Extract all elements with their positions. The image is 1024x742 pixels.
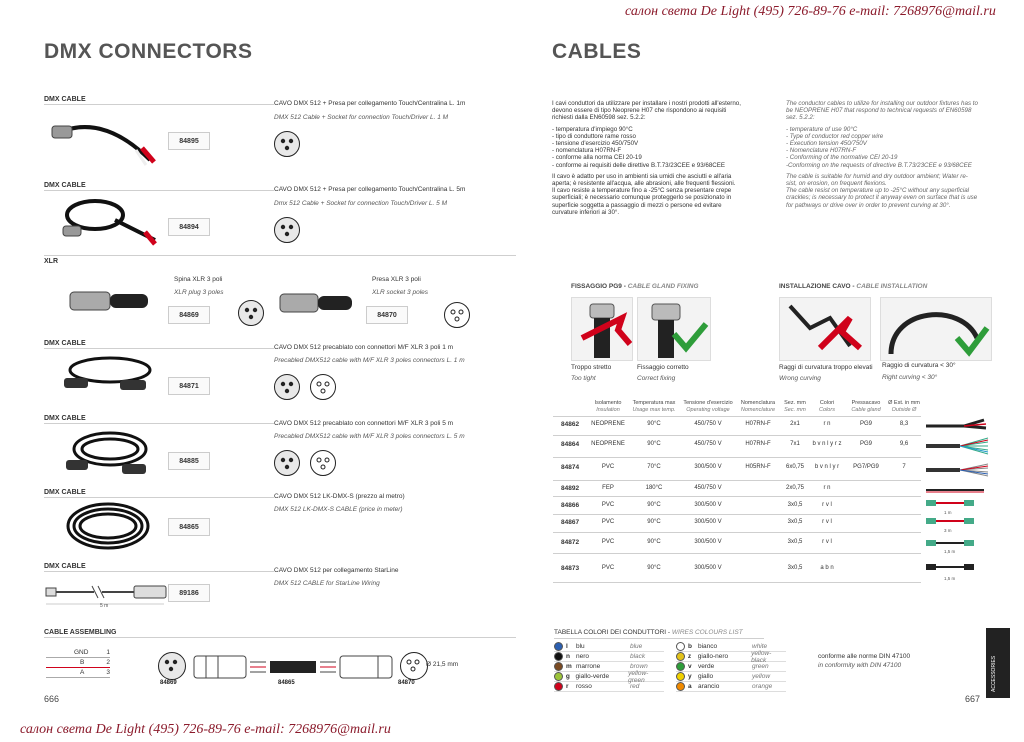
row-gland: PG7/PG9	[853, 464, 879, 470]
product-code: 84895	[168, 132, 210, 150]
row-colors: r n	[823, 421, 831, 427]
pin-number: 2	[106, 659, 110, 666]
wire-colours-list-left	[554, 642, 664, 692]
colour-name-it: rosso	[576, 683, 592, 690]
table-header-gland	[846, 400, 886, 413]
dmx-cable-1m-image	[50, 110, 165, 170]
pin-number: 1	[106, 649, 110, 656]
colour-code: g	[565, 673, 570, 680]
section-title-cable-assembling: CABLE ASSEMBLING	[44, 629, 117, 636]
side-tab-label: ACCESSORIES	[991, 655, 997, 692]
row-code: 84867	[561, 519, 580, 526]
pin-name: B	[80, 659, 85, 666]
table-header-temp	[630, 400, 678, 413]
xlr-socket-name: Presa XLR 3 poli	[372, 276, 421, 283]
colour-name-it: verde	[698, 663, 715, 670]
table-header-voltage	[682, 400, 734, 413]
product-code: 84869	[168, 306, 210, 324]
gland-fixing-title-it: FISSAGGIO PG9	[571, 283, 622, 290]
table-row	[0, 539, 1024, 551]
header-it: Ø Est. in mm	[888, 400, 920, 406]
page-title-right: CABLES	[552, 40, 642, 63]
cable-length-label: 1,5 m	[944, 576, 956, 581]
colour-swatch-icon	[676, 652, 685, 661]
product-description-en: DMX 512 CABLE for StarLine Wiring	[274, 580, 380, 587]
wire-colour-row	[554, 669, 664, 684]
gland-fixing-title-en: CABLE GLAND FIXING	[627, 283, 699, 290]
divider	[44, 637, 516, 638]
product-description: CAVO DMX 512 precablato con connettori M/F XLR 3 poli 5 m	[274, 420, 454, 427]
wire-colours-title: TABELLA COLORI DEI CONDUTTORI - WIRES COLOURS LIST	[554, 629, 743, 636]
row-section: 2x1	[790, 421, 800, 427]
row-insulation: NEOPRENE	[591, 441, 625, 447]
plug-pin-diagram-icon	[158, 652, 186, 680]
gland-fixing-title: FISSAGGIO PG9 - CABLE GLAND FIXING	[571, 283, 699, 290]
product-description: CAVO DMX 512 + Presa per collegamento Touch/Centralina L. 5m	[274, 186, 466, 193]
gland-right-label: Fissaggio corretto	[637, 364, 689, 371]
divider	[553, 553, 921, 554]
row-colors: r v l	[822, 502, 832, 508]
product-description-en: Precabled DMX512 cable with M/F XLR 3 poles connectors L. 1 m	[274, 357, 465, 364]
cables-text-en	[786, 100, 978, 209]
row-voltage: 300/500 V	[694, 539, 722, 545]
row-temp: 90°C	[647, 565, 661, 571]
section-title-dmx-cable-4: DMX CABLE	[44, 415, 86, 422]
xlr-socket-image	[276, 290, 356, 316]
row-section: 3x0,5	[787, 565, 803, 571]
header-it: Temperatura max	[632, 400, 676, 406]
cables-intro-en: The conductor cables to utilize for installing our outdoor fixtures has to be NEOPRENE H07 that respond to technical requests of EN60598 sez. 5.2.2:	[786, 100, 978, 122]
table-row	[0, 421, 1024, 433]
gland-right-label-en: Correct fixing	[637, 375, 676, 382]
wire-colour-row	[554, 682, 664, 692]
row-colors: r v l	[822, 519, 832, 525]
pin-name: A	[80, 669, 85, 676]
header-en: Usage max temp.	[632, 406, 676, 413]
header-en: Colors	[819, 406, 835, 413]
colour-name-it: giallo-nero	[697, 653, 729, 660]
wire-colour-row	[676, 672, 786, 682]
product-description: CAVO DMX 512 precablato con connettori M/F XLR 3 poli 1 m	[274, 344, 454, 351]
section-title-dmx-cable-6: DMX CABLE	[44, 563, 86, 570]
row-temp: 90°C	[647, 441, 661, 447]
colour-code: y	[688, 673, 692, 680]
colour-swatch-icon	[676, 672, 685, 681]
wire-colour-row	[676, 649, 786, 664]
colour-name-en: yellow-black	[751, 649, 772, 664]
row-code: 84874	[561, 464, 580, 471]
install-right-label: Raggio di curvatura < 30°	[882, 362, 956, 369]
product-description: CAVO DMX 512 per collegamento StarLine	[274, 567, 399, 574]
cable-length-label: 1 m	[944, 510, 952, 515]
section-title-dmx-cable-3: DMX CABLE	[44, 340, 86, 347]
wire-colours-title-en: WIRES COLOURS LIST	[671, 629, 743, 636]
row-code: 84873	[561, 565, 580, 572]
row-insulation: PVC	[601, 464, 615, 470]
colour-name-en: black	[630, 653, 646, 660]
product-code: 84885	[168, 452, 210, 470]
colour-swatch-icon	[554, 672, 563, 681]
cable-installation-title-it: INSTALLAZIONE CAVO	[779, 283, 851, 290]
header-en: Outside Ø	[891, 406, 917, 413]
colour-swatch-icon	[676, 662, 685, 671]
divider	[553, 514, 921, 515]
row-colors: b v n l y r	[814, 464, 840, 470]
wrong-curving-image	[779, 297, 871, 361]
pinout-row	[46, 668, 110, 678]
colour-code: m	[566, 663, 572, 670]
product-description: CAVO DMX 512 + Presa per collegamento Touch/Centralina L. 1m	[274, 100, 466, 107]
xlr-plug-image	[66, 288, 156, 314]
colour-code: z	[687, 653, 692, 660]
din-norm-label: conforme alle norme DIN 47100	[818, 653, 911, 660]
table-row	[0, 519, 1024, 531]
section-title-dmx-cable-5: DMX CABLE	[44, 489, 86, 496]
page-title-left: DMX CONNECTORS	[44, 40, 253, 63]
product-description: CAVO DMX 512 LK-DMX-S (prezzo al metro)	[274, 493, 405, 500]
row-section: 6x0,75	[785, 464, 804, 470]
cables-text-it	[552, 100, 744, 216]
header-en: Nomenclature	[740, 406, 776, 413]
pin-number: 3	[106, 669, 110, 676]
colour-code: v	[688, 663, 692, 670]
cable-thumbnails	[924, 416, 992, 586]
table-header-section	[780, 400, 810, 413]
row-code: 84864	[561, 441, 580, 448]
pinout-row	[46, 648, 110, 658]
header-it: Sez. mm	[784, 400, 806, 406]
table-header-insulation	[588, 400, 628, 413]
row-temp: 90°C	[647, 519, 661, 525]
colour-code: l	[566, 643, 568, 650]
cable-installation-title: INSTALLAZIONE CAVO - CABLE INSTALLATION	[779, 283, 928, 290]
contact-banner-top: салон света De Light (495) 726-89-76 e-mail: 7268976@mail.ru	[625, 4, 996, 19]
row-section: 3x0,5	[787, 519, 803, 525]
cable-length-label: 5 m	[100, 603, 109, 609]
table-header-diameter	[884, 400, 924, 413]
colour-swatch-icon	[554, 682, 563, 691]
dmx-cable-xlr-1m-image	[60, 350, 160, 400]
header-it: Pressacavo	[851, 400, 881, 406]
pin-name: GND	[74, 649, 89, 656]
colour-name-en: orange	[752, 683, 773, 690]
row-section: 2x0,75	[785, 485, 804, 491]
product-description-en: DMX 512 Cable + Socket for connection Touch/Driver L. 1 M	[274, 114, 449, 121]
divider	[44, 255, 516, 256]
cable-length-label: 1,5 m	[944, 549, 956, 554]
row-code: 84862	[561, 421, 580, 428]
page-number-left: 666	[44, 694, 60, 704]
install-wrong-label: Raggi di curvatura troppo elevati	[779, 364, 873, 371]
row-voltage: 450/750 V	[694, 485, 722, 491]
cables-specs-en: - temperature of use 90°C - Type of conductor red copper wire - Execution tension 450/750V - Nomenclature H07RN-F - Conforming of the normative CEI 20-19 -Conforming on the requests of directive B.T.73/23CEE e 93/68CEE	[786, 125, 972, 169]
colour-name-en: blue	[630, 643, 643, 650]
plug-pin-diagram-icon	[238, 300, 264, 326]
colour-name-en: green	[752, 663, 769, 670]
row-voltage: 300/500 V	[694, 519, 722, 525]
wire-colours-title-it: TABELLA COLORI DEI CONDUTTORI	[554, 629, 667, 636]
wire-colour-row	[554, 652, 664, 662]
colour-name-it: marrone	[576, 663, 601, 670]
row-code: 84866	[561, 502, 580, 509]
colour-name-en: red	[630, 683, 640, 690]
connector-diameter: Ø 21,5 mm	[426, 661, 459, 668]
xlr-socket-name-en: XLR socket 3 poles	[372, 289, 429, 296]
row-nomenclature: H07RN-F	[745, 421, 771, 427]
colour-name-it: arancio	[698, 683, 720, 690]
wire-colour-row	[676, 682, 786, 692]
colour-code: b	[688, 643, 692, 650]
row-temp: 90°C	[647, 421, 661, 427]
product-code: 84870	[366, 306, 408, 324]
gland-correct-image	[637, 297, 711, 361]
gland-too-tight-image	[571, 297, 633, 361]
colour-name-en: yellow	[752, 673, 771, 680]
xlr-plug-name-en: XLR plug 3 poles	[174, 289, 224, 296]
plug-pin-diagram-icon	[274, 374, 300, 400]
row-colors: r n	[823, 485, 831, 491]
socket-pin-diagram-icon	[400, 652, 428, 680]
row-voltage: 300/500 V	[694, 464, 722, 470]
cables-usage-en: The cable is suitable for humid and dry outdoor ambient; Water re-sist, on erosion, on frequent flexions. The cable resist on temperature up to -25°C without any superficial crackles; is necessary to protect it anyway even on surface that is use for pathways or drive over in order to prevent curving at 30°.	[786, 172, 978, 209]
table-row	[0, 485, 1024, 497]
colour-code: r	[566, 683, 569, 690]
product-code: 84869	[160, 680, 177, 686]
row-nomenclature: H05RN-F	[745, 464, 771, 470]
colour-name-it: giallo	[698, 673, 714, 680]
header-en: Cable gland	[851, 406, 881, 413]
wire-colours-list-right	[676, 642, 786, 692]
row-colors: a b n	[820, 565, 834, 571]
table-row	[0, 464, 1024, 476]
product-code: 84870	[398, 680, 415, 686]
gland-wrong-label: Troppo stretto	[571, 364, 612, 371]
check-mark-icon	[674, 324, 706, 348]
wrong-mark-icon	[820, 318, 860, 348]
colour-name-en: brown	[630, 663, 648, 670]
socket-pin-diagram-icon	[444, 302, 470, 328]
row-temp: 90°C	[647, 502, 661, 508]
divider	[553, 435, 921, 436]
header-it: Colori	[819, 400, 835, 406]
pinout-table	[46, 648, 110, 678]
row-insulation: FEP	[602, 485, 614, 491]
row-nomenclature: H07RN-F	[745, 441, 771, 447]
row-temp: 70°C	[647, 464, 661, 470]
row-gland: PG9	[859, 421, 872, 427]
colour-code: a	[688, 683, 692, 690]
colour-swatch-icon	[676, 642, 685, 651]
header-it: Isolamento	[594, 400, 622, 406]
row-section: 3x0,5	[787, 502, 803, 508]
row-code: 84872	[561, 539, 580, 546]
table-header-nomenclature	[736, 400, 780, 413]
row-section: 7x1	[790, 441, 800, 447]
wire-colour-row	[676, 662, 786, 672]
table-row	[0, 502, 1024, 514]
dmx-cable-5m-image	[55, 190, 165, 250]
cables-specs-it: - temperatura d'impiego 90°C - tipo di conduttore rame rosso - tensione d'esercizio 450/750V - nomenclatura H07RN-F - conforme alla norma CEI 20-19 - conforme ai requisiti delle direttive B.T.73/23CEE e 93/68CEE	[552, 125, 725, 169]
contact-banner-bottom: салон света De Light (495) 726-89-76 e-mail: 7268976@mail.ru	[20, 722, 391, 737]
cables-usage-it: Il cavo è adatto per uso in ambienti sia umidi che asciutti e all'aria aperta; è resistente all'acqua, alle abrasioni, alle frequenti flessioni. Il cavo resiste a temperature fino a -25°C senza presentare crepe superficiali; è necessario comunque proteggerlo se posizionato in superficie soggetta a passaggio di mezzi o persone ed evitare curvature inferiori ai 30°.	[552, 172, 736, 216]
socket-pin-diagram-icon	[310, 374, 336, 400]
product-code: 89186	[168, 584, 210, 602]
colour-swatch-icon	[554, 652, 563, 661]
page-number-right: 667	[965, 694, 981, 704]
product-code: 84871	[168, 377, 210, 395]
row-insulation: PVC	[601, 565, 615, 571]
header-en: Sec. mm	[784, 406, 806, 413]
row-colors: b v n l y r z	[812, 441, 842, 447]
cable-length-label: 3 m	[944, 528, 952, 533]
colour-name-en: white	[752, 643, 768, 650]
install-right-label-en: Right curving < 30°	[882, 374, 938, 381]
row-insulation: PVC	[601, 502, 615, 508]
row-voltage: 450/750 V	[694, 421, 722, 427]
pinout-row	[46, 658, 110, 668]
product-description-en: DMX 512 LK-DMX-S CABLE (price in meter)	[274, 506, 403, 513]
row-voltage: 300/500 V	[694, 502, 722, 508]
product-code: 84894	[168, 218, 210, 236]
header-it: Nomenclatura	[740, 400, 776, 406]
colour-swatch-icon	[676, 682, 685, 691]
product-code: 84865	[278, 680, 295, 686]
xlr-plug-name: Spina XLR 3 poli	[174, 276, 223, 283]
colour-swatch-icon	[554, 642, 563, 651]
header-en: Insulation	[596, 406, 620, 413]
header-it: Tensione d'esercizio	[683, 400, 733, 406]
section-title-dmx-cable-1: DMX CABLE	[44, 96, 86, 103]
divider	[44, 104, 274, 105]
product-description-en: Dmx 512 Cable + Socket for connection Touch/Driver L. 5 M	[274, 200, 447, 207]
row-diameter: 9,6	[899, 441, 909, 447]
gland-wrong-label-en: Too tight	[571, 375, 596, 382]
row-colors: r v l	[822, 539, 832, 545]
row-diameter: 8,3	[899, 421, 909, 427]
product-description-en: Precabled DMX512 cable with M/F XLR 3 poles connectors L. 5 m	[274, 433, 465, 440]
divider	[44, 348, 274, 349]
din-norm-label-en: in conformity with DIN 47100	[818, 662, 902, 669]
row-gland: PG9	[859, 441, 872, 447]
cable-installation-title-en: CABLE INSTALLATION	[856, 283, 928, 290]
colour-name-it: nero	[576, 653, 590, 660]
row-temp: 180°C	[645, 485, 663, 491]
table-row	[0, 441, 1024, 453]
colour-swatch-icon	[554, 662, 563, 671]
side-tab	[986, 628, 1010, 698]
header-en: Operating voltage	[686, 406, 730, 413]
socket-pin-diagram-icon	[274, 217, 300, 243]
product-code: 84865	[168, 518, 210, 536]
divider	[554, 638, 764, 639]
row-insulation: NEOPRENE	[591, 421, 625, 427]
row-insulation: PVC	[601, 539, 615, 545]
socket-pin-diagram-icon	[274, 131, 300, 157]
section-title-dmx-cable-2: DMX CABLE	[44, 182, 86, 189]
cables-intro-it: I cavi conduttori da utilizzare per installare i nostri prodotti all'esterno, devono essere di tipo Neoprene H07 che rispondono ai requisiti richiesti dalla EN60598 sez. 5.2.2:	[552, 100, 741, 122]
row-voltage: 450/750 V	[694, 441, 722, 447]
row-diameter: 7	[902, 464, 906, 470]
divider	[553, 532, 921, 533]
install-wrong-label-en: Wrong curving	[779, 375, 821, 382]
divider	[553, 582, 921, 583]
row-voltage: 300/500 V	[694, 565, 722, 571]
row-section: 3x0,5	[787, 539, 803, 545]
table-header-colors	[812, 400, 842, 413]
section-title-xlr: XLR	[44, 258, 58, 265]
colour-name-it: bianco	[698, 643, 718, 650]
cable-assembly-drawing	[190, 652, 410, 682]
row-insulation: PVC	[601, 519, 615, 525]
divider	[553, 416, 921, 417]
colour-name-it: blu	[576, 643, 585, 650]
divider	[553, 457, 921, 458]
wire-colour-row	[554, 642, 664, 652]
colour-name-en: yellow-green	[628, 669, 649, 684]
table-row	[0, 565, 1024, 577]
divider	[553, 480, 921, 481]
row-code: 84892	[561, 485, 580, 492]
colour-code: n	[566, 653, 570, 660]
right-curving-image	[880, 297, 992, 361]
colour-name-it: giallo-verde	[575, 673, 610, 680]
row-temp: 90°C	[647, 539, 661, 545]
